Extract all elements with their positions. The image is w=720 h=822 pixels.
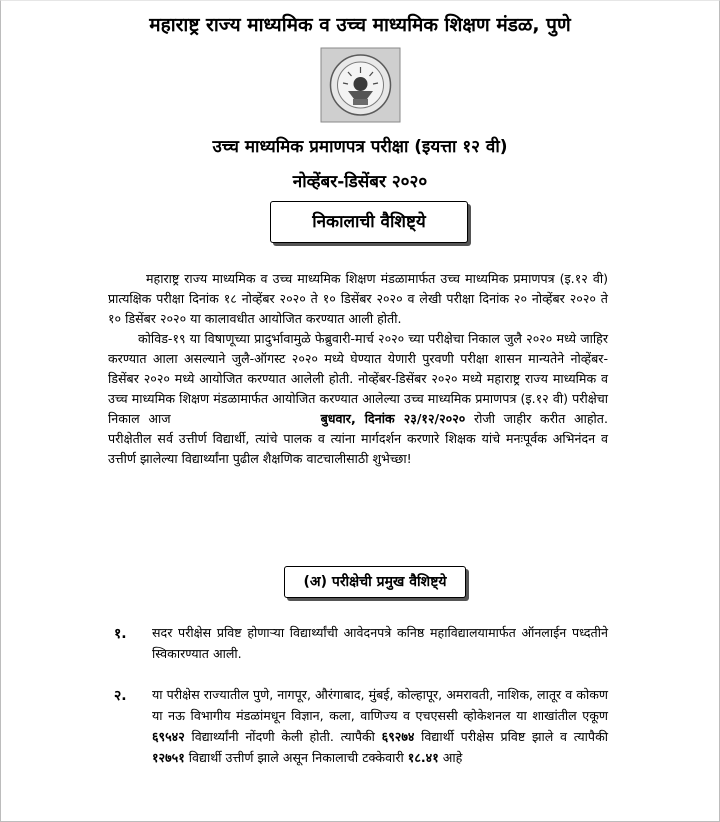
point-2-text-part: विद्यार्थ्यांनी नोंदणी केली होती. त्यापैकी xyxy=(184,729,382,744)
point-2-text-part: विद्यार्थी उत्तीर्ण झाले असून निकालाची टक्केवारी xyxy=(184,750,408,765)
intro-paragraph-2-text: कोविड-१९ या विषाणूच्या प्रादुर्भावामुळे फेब्रुवारी-मार्च २०२० च्या परीक्षेचा निकाल जुलै २०२० मध्ये जाहिर करण्यात आला असल्याने जुलै-ऑगस्ट २०२० मध्ये घेण्यात येणारी पुरवणी परीक्षा शासन मान्यतेने नोव्हेंबर-डिसेंबर २०२० मध्ये आयोजित करण्यात आलेली होती. नोव्हेंबर-डिसेंबर २०२० मध्ये महाराष्ट्र राज्य माध्यमिक व उच्च माध्यमिक शिक्षण मंडळामार्फत आयोजित करण्यात आलेल्या उच्च माध्यमिक प्रमाणपत्र (इ.१२ वी) परीक्षेचा निकाल आज xyxy=(108,331,608,426)
point-2-text-part: विद्यार्थी परीक्षेस प्रविष्ट झाले व त्यापैकी xyxy=(414,729,609,744)
intro-paragraph-2 xyxy=(108,329,608,469)
point-2-number: २. xyxy=(114,688,127,704)
intro-section xyxy=(108,269,608,469)
appeared-students-count: ६९२७४ xyxy=(381,729,415,744)
board-title: महाराष्ट्र राज्य माध्यमिक व उच्च माध्यमिक शिक्षण मंडळ, पुणे xyxy=(149,14,571,36)
intro-paragraph-1: महाराष्ट्र राज्य माध्यमिक व उच्च माध्यमिक शिक्षण मंडळामार्फत उच्च माध्यमिक प्रमाणपत्र (इ.१२ वी) प्रात्यक्षिक परीक्षा दिनांक १८ नोव्हेंबर २०२० ते १० डिसेंबर २०२० व लेखी परीक्षा दिनांक २० नोव्हेंबर २०२० ते १० डिसेंबर २०२० या कालावधीत आयोजित करण्यात आली होती. xyxy=(108,271,608,326)
board-seal-logo xyxy=(320,47,401,123)
point-2-text-part: या परीक्षेस राज्यातील पुणे, नागपूर, औरंगाबाद, मुंबई, कोल्हापूर, अमरावती, नाशिक, लातूर व कोकण या नऊ विभागीय मंडळांमधून विज्ञान, कला, वाणिज्य व एचएससी व्होकेशनल या शाखांतील एकूण xyxy=(152,687,608,723)
point-2-text-part: आहे xyxy=(438,750,463,765)
exam-title: उच्च माध्यमिक प्रमाणपत्र परीक्षा (इयत्ता १२ वी) xyxy=(212,137,508,157)
point-2-text xyxy=(152,684,608,768)
result-date: बुधवार, दिनांक २३/१२/२०२० xyxy=(320,411,466,426)
pass-percentage: १८.४१ xyxy=(407,750,439,765)
exam-features-title-box xyxy=(284,566,466,598)
passed-students-count: १२७५१ xyxy=(152,750,185,765)
point-1-number: १. xyxy=(114,626,127,642)
exam-features-title: (अ) परीक्षेची प्रमुख वैशिष्ट्ये xyxy=(303,574,447,590)
result-features-title-box xyxy=(270,201,468,243)
point-1-text: सदर परीक्षेस प्रविष्ट होणाऱ्या विद्यार्थ्यांची आवेदनपत्रे कनिष्ठ महाविद्यालयामार्फत ऑनलाईन पध्दतीने स्विकारण्यात आली. xyxy=(152,625,608,661)
intro-paragraph-2-continuation: रोजी जाहीर करीत आहोत. परीक्षेतील सर्व उत्तीर्ण विद्यार्थी, त्यांचे पालक व त्यांना मार्गदर्शन करणारे शिक्षक यांचे मनःपूर्वक अभिनंदन व उत्तीर्ण झालेल्या विद्यार्थ्यांना पुढील शैक्षणिक वाटचालीसाठी शुभेच्छा! xyxy=(108,411,608,466)
exam-session: नोव्हेंबर-डिसेंबर २०२० xyxy=(292,172,428,192)
result-features-title: निकालाची वैशिष्ट्ये xyxy=(312,212,426,232)
registered-students-count: ६९५४२ xyxy=(152,729,185,744)
